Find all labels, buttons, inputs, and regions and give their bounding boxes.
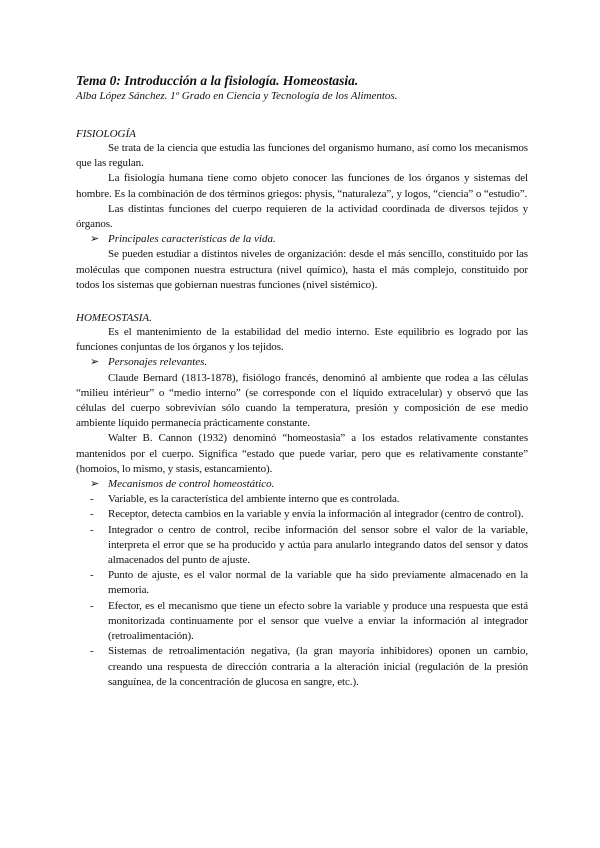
dash-bullet: - xyxy=(90,493,94,506)
list-item: - Efector, es el mecanismo que tiene un efecto sobre la variable y produce una respuesta que está monitorizada continuamente por el sensor que vuelve a enviar la información al integrador (retroalimentación). xyxy=(90,599,528,643)
document-author-line: Alba López Sánchez. 1º Grado en Ciencia y Tecnología de los Alimentos. xyxy=(76,90,398,102)
list-item: - Sistemas de retroalimentación negativa, (la gran mayoría inhibidores) oponen un cambio, creando una respuesta de dirección contraria a la alteración inicial (regulación de la presión sanguínea, de la concentración de glucosa en sangre, etc.). xyxy=(90,645,528,688)
list-item: - Punto de ajuste, es el valor normal de la variable que ha sido previamente almacenado en la memoria. xyxy=(90,569,528,597)
section-heading-fisiologia: FISIOLOGÍA xyxy=(76,128,136,140)
dash-bullet: - xyxy=(90,569,94,582)
arrow-bullet-icon: ➢ xyxy=(90,478,100,491)
paragraph: Se trata de la ciencia que estudia las funciones del organismo humano, así como los mecanismos que las regulan. xyxy=(76,142,528,170)
arrow-bullet-icon: ➢ xyxy=(90,233,100,246)
paragraph: Se pueden estudiar a distintos niveles de organización: desde el más sencillo, constituido por las moléculas que componen nuestra estructura (nivel químico), hasta el más complejo, constituido por todos los sistemas que gobiernan nuestras funciones (nivel sistémico). xyxy=(76,248,528,291)
paragraph: La fisiología humana tiene como objeto conocer las funciones de los órganos y sistemas del hombre. Es la combinación de dos términos griegos: physis, “naturaleza”, y logos, “ciencia” o “estudio”. xyxy=(76,172,528,200)
dash-bullet: - xyxy=(90,645,94,658)
subheading-mecanismos-control: ➢ Mecanismos de control homeostático. xyxy=(76,477,528,492)
list-item: - Receptor, detecta cambios en la variable y envía la información al integrador (centro de control). xyxy=(76,507,528,522)
dash-bullet: - xyxy=(90,523,94,536)
dash-bullet: - xyxy=(90,599,94,612)
document-content xyxy=(76,72,528,690)
paragraph: Claude Bernard (1813-1878), fisiólogo francés, denominó al ambiente que rodea a las células “milieu intérieur” o “medio interno” (se corresponde con el líquido extracelular) y observó que las células del cuerpo sobrevivían sólo cuando la temperatura, presión y composición de ese medio ambiente líquido permanecía prácticamente constante. xyxy=(76,371,528,430)
list-item: - Variable, es la característica del ambiente interno que es controlada. xyxy=(76,492,528,507)
subheading-personajes-relevantes: ➢ Personajes relevantes. xyxy=(76,355,528,370)
section-heading-homeostasia: HOMEOSTASIA. xyxy=(76,312,152,325)
dash-bullet: - xyxy=(90,508,94,521)
subheading-principales-caracteristicas: ➢ Principales características de la vida. xyxy=(76,232,528,247)
list-item: - Integrador o centro de control, recibe información del sensor sobre el valor de la variable, interpreta el error que se ha producido y actúa para anularlo integrando datos del sensor y datos almacenados del punto de ajuste. xyxy=(90,523,528,567)
document-title: Tema 0: Introducción a la fisiología. Homeostasia. xyxy=(76,73,359,88)
paragraph: Es el mantenimiento de la estabilidad del medio interno. Este equilibrio es logrado por las funciones conjuntas de los órganos y los tejidos. xyxy=(76,326,528,354)
mechanism-list xyxy=(76,492,528,690)
paragraph: Las distintas funciones del cuerpo requieren de la actividad coordinada de diversos tejidos y órganos. xyxy=(76,202,528,231)
paragraph: Walter B. Cannon (1932) denominó “homeostasia” a los estados relativamente constantes mantenidos por el cuerpo. Significa “estado que puede variar, pero que es relativamente constante” (homoios, lo mismo, y stasis, estancamiento). xyxy=(76,432,528,475)
arrow-bullet-icon: ➢ xyxy=(90,356,100,369)
